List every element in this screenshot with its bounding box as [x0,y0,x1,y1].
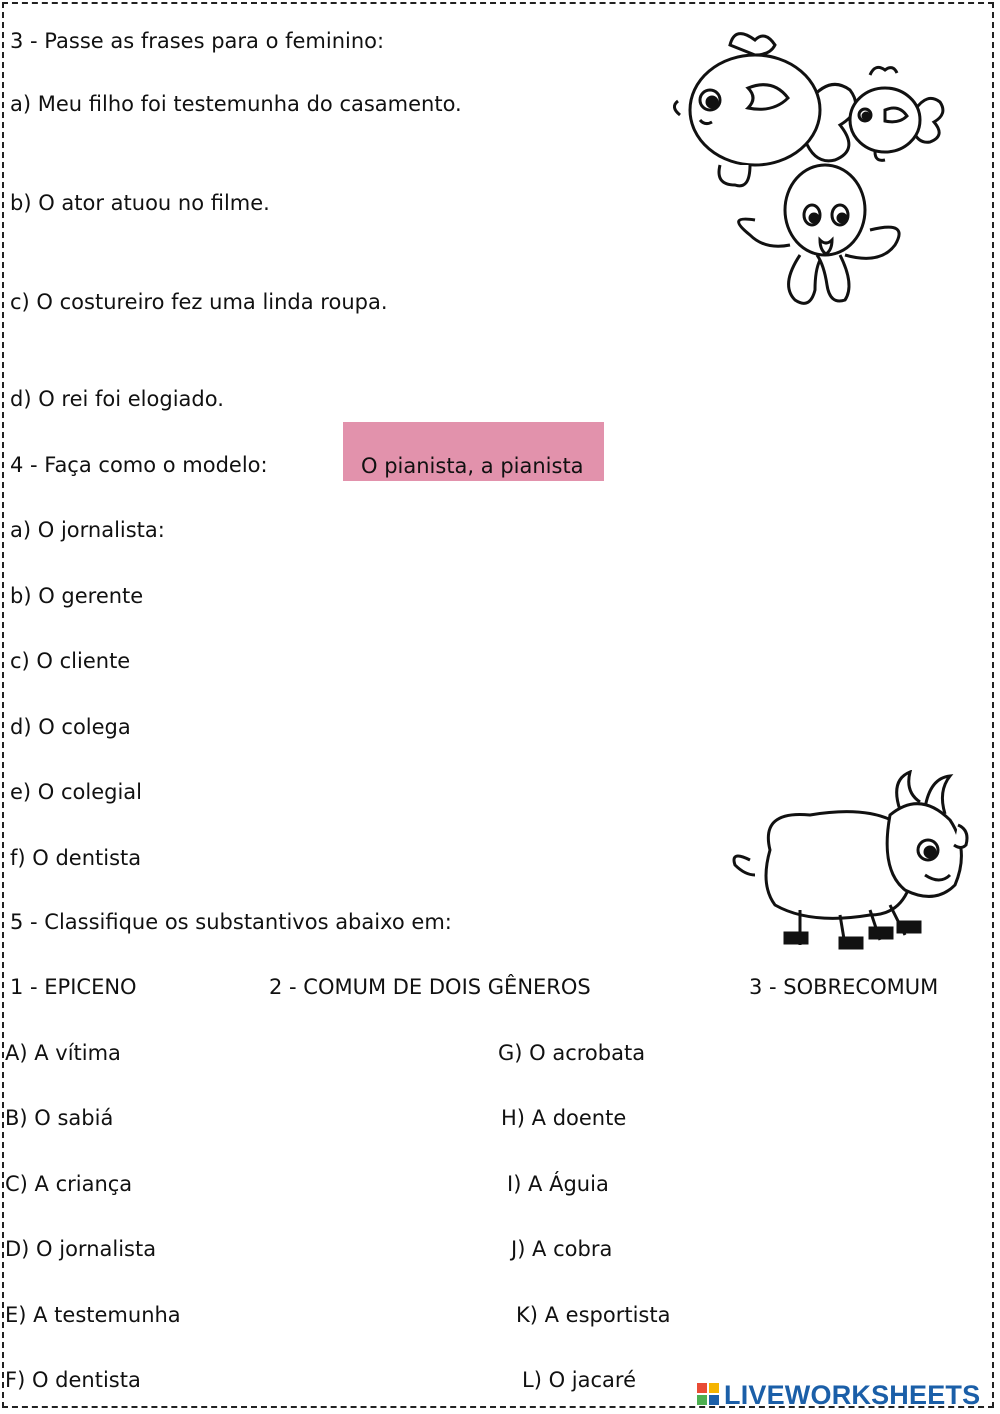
q4-item-d: d) O colega [10,715,131,739]
q3-title: 3 - Passe as frases para o feminino: [10,29,385,53]
goat-icon [734,772,967,948]
goat-illustration [730,770,970,955]
liveworksheets-logo [697,1378,980,1412]
noun-item: J) A cobra [511,1237,613,1261]
category-epiceno: 1 - EPICENO [10,975,137,999]
noun-item: D) O jornalista [5,1237,157,1261]
small-fish-icon [850,67,943,160]
noun-item: G) O acrobata [498,1041,646,1065]
q5-title: 5 - Classifique os substantivos abaixo em: [10,910,452,934]
q3-item-c: c) O costureiro fez uma linda roupa. [10,290,388,314]
q4-title: 4 - Faça como o modelo: [10,453,268,477]
logo-text: LIVEWORKSHEETS [724,1380,981,1410]
q4-item-b: b) O gerente [10,584,144,608]
q4-item-f: f) O dentista [10,846,142,870]
noun-item: K) A esportista [516,1303,671,1327]
category-sobrecomum: 3 - SOBRECOMUM [749,975,939,999]
noun-item: C) A criança [5,1172,133,1196]
fish-octopus-illustration [660,20,960,310]
noun-item: E) A testemunha [5,1303,181,1327]
q3-item-d: d) O rei foi elogiado. [10,387,224,411]
noun-item: F) O dentista [5,1368,141,1392]
logo-squares-icon [697,1383,721,1407]
q3-item-b: b) O ator atuou no filme. [10,191,270,215]
category-comum-dois-generos: 2 - COMUM DE DOIS GÊNEROS [269,975,591,999]
noun-item: I) A Águia [507,1172,609,1196]
big-fish-icon [674,34,855,186]
q4-item-c: c) O cliente [10,649,131,673]
octopus-icon [739,165,899,303]
noun-item: L) O jacaré [522,1368,636,1392]
noun-item: B) O sabiá [5,1106,114,1130]
q4-item-a: a) O jornalista: [10,518,165,542]
noun-item: A) A vítima [5,1041,121,1065]
q3-item-a: a) Meu filho foi testemunha do casamento. [10,92,462,116]
q4-item-e: e) O colegial [10,780,143,804]
model-example-text: O pianista, a pianista [361,454,584,478]
noun-item: H) A doente [501,1106,627,1130]
